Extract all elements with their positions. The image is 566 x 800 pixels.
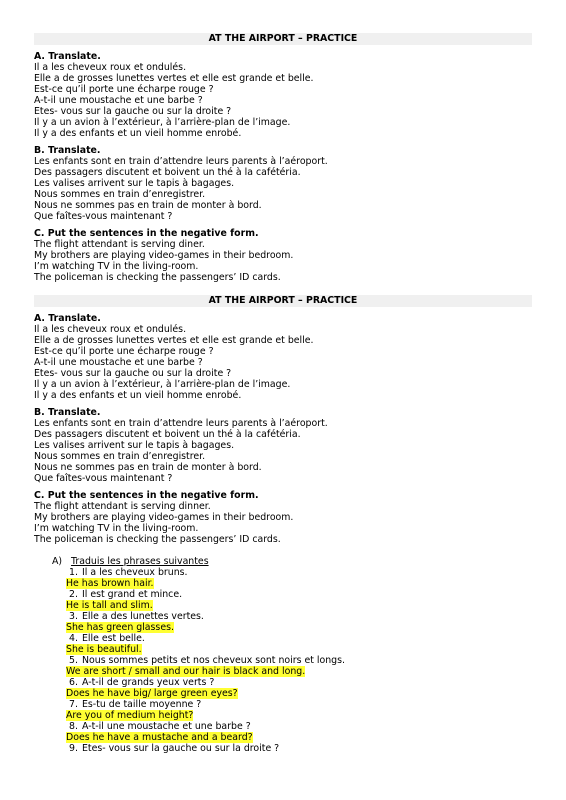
sentence-line: Il a les cheveux roux et ondulés. xyxy=(34,62,187,73)
item-text: A-t-il de grands yeux verts ? xyxy=(82,677,215,688)
exercise-item xyxy=(52,633,532,644)
exercise-answer xyxy=(52,578,532,589)
exercise-item xyxy=(52,589,532,600)
block-1-section-c xyxy=(34,228,534,283)
sentence-line: A-t-il une moustache et une barbe ? xyxy=(34,95,203,106)
block-2-section-c xyxy=(34,490,534,545)
sentence-line: Nous ne sommes pas en train de monter à bord. xyxy=(34,200,262,211)
block-1-section-a xyxy=(34,51,534,139)
sentence-line: Il y a des enfants et un vieil homme enrobé. xyxy=(34,128,242,139)
sentence-line: Il y a un avion à l’extérieur, à l’arrière-plan de l’image. xyxy=(34,117,291,128)
exercise-item xyxy=(52,655,532,666)
item-text: Il est grand et mince. xyxy=(82,589,183,600)
translation-exercise xyxy=(52,556,532,754)
exercise-answer xyxy=(52,688,532,699)
exercise-answer xyxy=(52,710,532,721)
section-heading: A. Translate. xyxy=(34,51,101,62)
exercise-item xyxy=(52,567,532,578)
item-number: 6. xyxy=(69,677,78,688)
block-1-title: AT THE AIRPORT – PRACTICE xyxy=(34,33,532,45)
item-text: Elle a des lunettes vertes. xyxy=(82,611,204,622)
exercise-answer xyxy=(52,732,532,743)
exercise-answer xyxy=(52,644,532,655)
item-number: 2. xyxy=(69,589,78,600)
item-number: 5. xyxy=(69,655,78,666)
exercise-item xyxy=(52,743,532,754)
exercise-answer xyxy=(52,666,532,677)
section-heading: B. Translate. xyxy=(34,145,101,156)
answer-highlight: He has brown hair. xyxy=(66,578,154,589)
answer-highlight: She has green glasses. xyxy=(66,622,174,633)
exercise-marker: A) xyxy=(52,556,63,567)
sentence-line: Nous ne sommes pas en train de monter à bord. xyxy=(34,462,262,473)
sentence-line: My brothers are playing video-games in their bedroom. xyxy=(34,512,294,523)
answer-highlight: Does he have a mustache and a beard? xyxy=(66,732,253,743)
exercise-answer xyxy=(52,622,532,633)
sentence-line: The flight attendant is serving dinner. xyxy=(34,501,211,512)
sentence-line: The flight attendant is serving diner. xyxy=(34,239,205,250)
exercise-heading xyxy=(52,556,532,567)
item-number: 1. xyxy=(69,567,78,578)
answer-highlight: He is tall and slim. xyxy=(66,600,153,611)
sentence-line: Est-ce qu’il porte une écharpe rouge ? xyxy=(34,346,214,357)
block-2-section-b xyxy=(34,407,534,484)
sentence-line: The policeman is checking the passengers’ ID cards. xyxy=(34,534,281,545)
sentence-line: Les enfants sont en train d’attendre leurs parents à l’aéroport. xyxy=(34,156,328,167)
section-heading: C. Put the sentences in the negative form. xyxy=(34,490,259,501)
sentence-line: Il a les cheveux roux et ondulés. xyxy=(34,324,187,335)
answer-highlight: She is beautiful. xyxy=(66,644,142,655)
item-text: Il a les cheveux bruns. xyxy=(82,567,188,578)
sentence-line: Les valises arrivent sur le tapis à bagages. xyxy=(34,178,235,189)
sentence-line: Que faîtes-vous maintenant ? xyxy=(34,211,173,222)
sentence-line: Des passagers discutent et boivent un thé à la cafétéria. xyxy=(34,429,301,440)
sentence-line: Il y a des enfants et un vieil homme enrobé. xyxy=(34,390,242,401)
sentence-line: I’m watching TV in the living-room. xyxy=(34,523,199,534)
sentence-line: Elle a de grosses lunettes vertes et elle est grande et belle. xyxy=(34,73,314,84)
item-number: 4. xyxy=(69,633,78,644)
item-number: 3. xyxy=(69,611,78,622)
section-heading: A. Translate. xyxy=(34,313,101,324)
sentence-line: Nous sommes en train d’enregistrer. xyxy=(34,451,206,462)
block-1-section-b xyxy=(34,145,534,222)
item-number: 8. xyxy=(69,721,78,732)
sentence-line: Il y a un avion à l’extérieur, à l’arrière-plan de l’image. xyxy=(34,379,291,390)
item-number: 9. xyxy=(69,743,78,754)
sentence-line: A-t-il une moustache et une barbe ? xyxy=(34,357,203,368)
item-text: Elle est belle. xyxy=(82,633,145,644)
sentence-line: I’m watching TV in the living-room. xyxy=(34,261,199,272)
item-text: Nous sommes petits et nos cheveux sont noirs et longs. xyxy=(82,655,345,666)
sentence-line: Que faîtes-vous maintenant ? xyxy=(34,473,173,484)
item-text: A-t-il une moustache et une barbe ? xyxy=(82,721,251,732)
block-2-section-a xyxy=(34,313,534,401)
sentence-line: Nous sommes en train d’enregistrer. xyxy=(34,189,206,200)
answer-highlight: Does he have big/ large green eyes? xyxy=(66,688,238,699)
item-text: Es-tu de taille moyenne ? xyxy=(82,699,202,710)
exercise-title: Traduis les phrases suivantes xyxy=(71,556,209,567)
sentence-line: Etes- vous sur la gauche ou sur la droite ? xyxy=(34,106,232,117)
item-number: 7. xyxy=(69,699,78,710)
sentence-line: My brothers are playing video-games in their bedroom. xyxy=(34,250,294,261)
exercise-item xyxy=(52,677,532,688)
sentence-line: Etes- vous sur la gauche ou sur la droite ? xyxy=(34,368,232,379)
section-heading: C. Put the sentences in the negative form. xyxy=(34,228,259,239)
section-heading: B. Translate. xyxy=(34,407,101,418)
block-2-title: AT THE AIRPORT – PRACTICE xyxy=(34,295,532,307)
answer-highlight: Are you of medium height? xyxy=(66,710,194,721)
answer-highlight: We are short / small and our hair is black and long. xyxy=(66,666,306,677)
exercise-answer xyxy=(52,600,532,611)
sentence-line: Elle a de grosses lunettes vertes et elle est grande et belle. xyxy=(34,335,314,346)
sentence-line: Est-ce qu’il porte une écharpe rouge ? xyxy=(34,84,214,95)
sentence-line: Des passagers discutent et boivent un thé à la cafétéria. xyxy=(34,167,301,178)
item-text: Etes- vous sur la gauche ou sur la droite ? xyxy=(82,743,280,754)
exercise-item xyxy=(52,699,532,710)
exercise-item xyxy=(52,611,532,622)
sentence-line: The policeman is checking the passengers’ ID cards. xyxy=(34,272,281,283)
sentence-line: Les enfants sont en train d’attendre leurs parents à l’aéroport. xyxy=(34,418,328,429)
exercise-item xyxy=(52,721,532,732)
sentence-line: Les valises arrivent sur le tapis à bagages. xyxy=(34,440,235,451)
